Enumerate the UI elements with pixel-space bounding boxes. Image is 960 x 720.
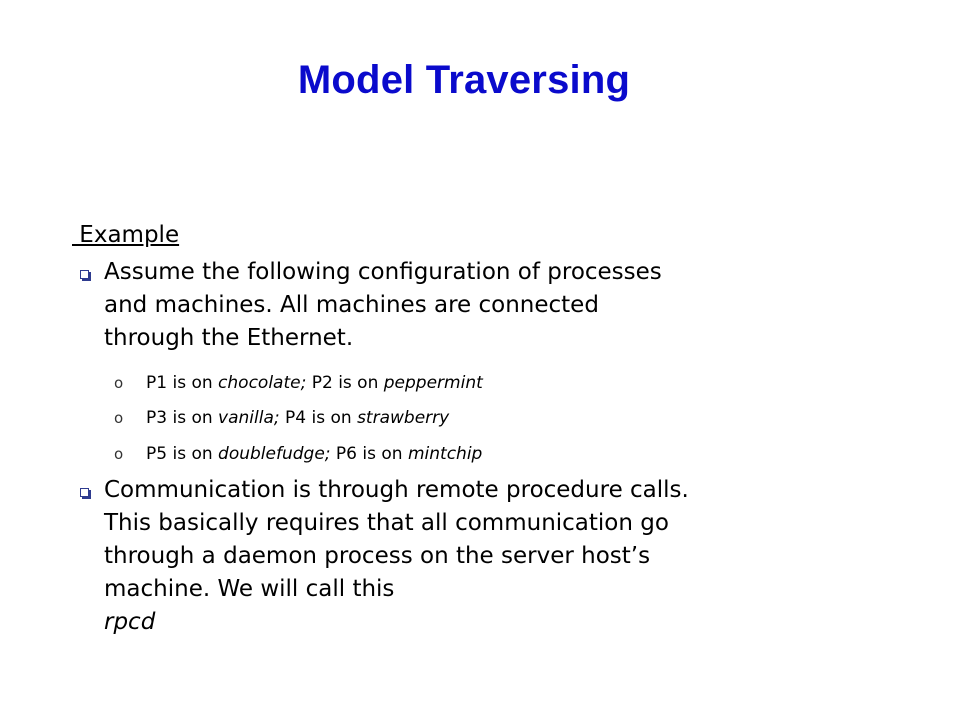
sub-item-3-b-host: mintchip xyxy=(407,444,483,464)
bullet-text-1 xyxy=(104,256,894,355)
bullet-2-line-1: Communication is through remote procedure calls. xyxy=(104,477,689,503)
bullet-1-line-3: through the Ethernet. xyxy=(104,325,354,351)
sub-item-1 xyxy=(114,372,483,394)
sub-item-1-b: P2 is on xyxy=(306,373,384,393)
sub-item-3-a: P5 is on xyxy=(146,444,219,464)
example-heading: Example xyxy=(72,222,180,248)
sub-item-2-a: P3 is on xyxy=(146,408,219,428)
sub-item-2-b-host: strawberry xyxy=(357,408,450,428)
circle-bullet-icon: o xyxy=(114,445,124,463)
bullet-2-line-4-text: machine. We will call this xyxy=(104,576,395,602)
sub-item-3-b: P6 is on xyxy=(330,444,408,464)
bullet-2-line-3: through a daemon process on the server host’s xyxy=(104,543,651,569)
square-bullet-icon xyxy=(80,488,89,497)
bullet-1-line-2: and machines. All machines are connected xyxy=(104,292,599,318)
sub-item-3-a-host: doublefudge; xyxy=(218,444,331,464)
bullet-text-2 xyxy=(104,474,894,639)
circle-bullet-icon: o xyxy=(114,409,124,427)
sub-item-3 xyxy=(114,443,482,465)
sub-item-2-a-host: vanilla; xyxy=(218,408,280,428)
slide-title: Model Traversing xyxy=(297,58,631,102)
sub-item-2 xyxy=(114,407,449,429)
sub-item-1-a-host: chocolate; xyxy=(218,373,307,393)
bullet-2-rpcd: rpcd xyxy=(104,609,156,635)
sub-item-1-b-host: peppermint xyxy=(383,373,483,393)
bullet-2-line-4 xyxy=(104,573,894,639)
square-bullet-icon xyxy=(80,270,89,279)
circle-bullet-icon: o xyxy=(114,374,124,392)
sub-item-2-b: P4 is on xyxy=(279,408,358,428)
bullet-2-line-2: This basically requires that all communication go xyxy=(104,510,669,536)
sub-item-1-a: P1 is on xyxy=(146,373,219,393)
bullet-1-line-1: Assume the following configuration of processes xyxy=(104,259,662,285)
